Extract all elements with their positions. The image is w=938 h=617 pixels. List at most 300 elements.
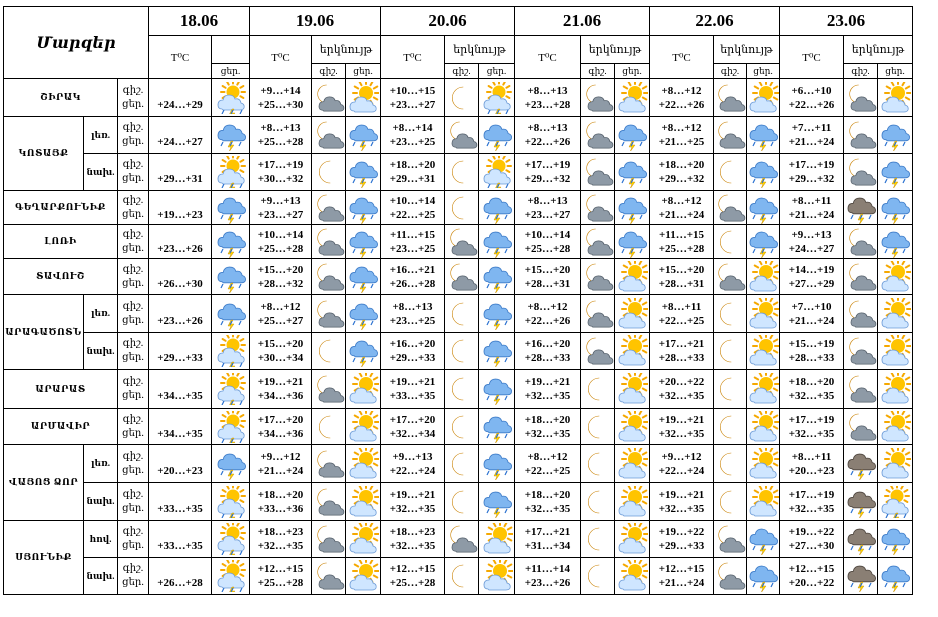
time-label — [118, 117, 149, 154]
night-icon-cell — [312, 445, 346, 483]
temp-day: +24…+27 — [157, 136, 203, 148]
day-icon-cell — [346, 409, 381, 445]
time-label-day: ցեր. — [122, 173, 144, 184]
storm-cloud-icon — [747, 119, 779, 151]
night-icon-cell — [844, 259, 878, 295]
weather-icon-cell — [212, 445, 250, 483]
sun-cloud-icon — [481, 523, 513, 555]
night-icon-cell — [581, 521, 615, 558]
temp-range — [515, 445, 581, 483]
weather-icon-cell — [212, 154, 250, 191]
temp-header: T⁰C — [149, 36, 212, 79]
moon-cloud-icon — [313, 373, 345, 405]
sun-cloud-icon — [616, 298, 648, 330]
temp-range-day: +29…+32 — [658, 173, 705, 185]
temp-range-day: +28…+31 — [658, 277, 705, 290]
temp-range — [780, 117, 844, 154]
day-icon-cell — [747, 225, 780, 259]
storm-cloud-icon — [879, 523, 911, 555]
temp-range — [515, 558, 581, 595]
temp-range — [650, 79, 714, 117]
temp-range-night: +17…+19 — [788, 488, 835, 501]
temp-range — [650, 445, 714, 483]
storm-cloud-icon — [347, 298, 379, 330]
temp-range-day: +21…+24 — [788, 208, 835, 221]
day-icon-cell — [346, 521, 381, 558]
region-name: ՎԱՅՈՑ ՁՈՐ — [4, 445, 84, 521]
temp-range-day: +22…+26 — [788, 98, 835, 111]
sun-cloud-icon — [879, 411, 911, 443]
sun-cloud-icon — [616, 523, 648, 555]
day-icon-cell — [747, 79, 780, 117]
storm-cloud-icon — [879, 226, 911, 258]
temp-range-night: +16…+21 — [389, 263, 436, 276]
day-icon-cell — [878, 259, 913, 295]
moon-icon — [446, 156, 478, 188]
temp-range — [250, 191, 312, 225]
day-icon-cell — [878, 483, 913, 521]
table-row — [4, 370, 913, 409]
temp-range — [250, 259, 312, 295]
temp-range-night: +19…+21 — [389, 488, 436, 501]
temp-range — [650, 295, 714, 333]
day-icon-cell — [346, 333, 381, 370]
night-icon-cell — [714, 409, 747, 445]
time-label-night: գիշ. — [122, 84, 144, 96]
sun-cloud-icon — [616, 560, 648, 592]
day-icon-cell — [878, 558, 913, 595]
day-icon-cell — [615, 79, 650, 117]
temp-range — [149, 225, 212, 259]
moon-icon — [714, 226, 746, 258]
temp-range-night: +15…+20 — [658, 263, 705, 276]
night-icon-cell — [445, 521, 479, 558]
temp-range-day: +23…+25 — [389, 314, 436, 327]
weather-icon-cell — [212, 370, 250, 409]
region-name: ՍՅՈՒՆԻՔ — [4, 521, 84, 595]
time-label — [118, 483, 149, 521]
temp-range-night: +19…+22 — [658, 526, 705, 538]
temp-range-night: +15…+20 — [524, 263, 571, 276]
sun-cloud-icon — [616, 82, 648, 114]
moon-cloud-icon — [313, 226, 345, 258]
temp-header: T⁰C — [381, 36, 445, 79]
night-icon-cell — [581, 333, 615, 370]
region-name: ԱՐԱՐԱՏ — [4, 370, 118, 409]
night-subheader: գիշ. — [445, 64, 479, 79]
sun-cloud-icon — [747, 335, 779, 367]
temp-range — [515, 79, 581, 117]
day-icon-cell — [479, 558, 515, 595]
sky-header: երկնույթ — [581, 36, 650, 64]
table-row — [4, 154, 913, 191]
temp-range-day: +29…+33 — [658, 540, 705, 552]
temp-range-day: +28…+33 — [524, 352, 571, 364]
temp-day: +29…+33 — [157, 352, 203, 364]
night-icon-cell — [445, 295, 479, 333]
day-subheader: ցեր. — [212, 64, 250, 79]
sky-header-blank — [212, 36, 250, 64]
temp-range-night: +8…+13 — [260, 122, 301, 134]
day-icon-cell — [747, 259, 780, 295]
temp-range-night: +12…+15 — [389, 563, 436, 575]
temp-range — [149, 445, 212, 483]
moon-icon — [582, 411, 614, 443]
storm-cloud-icon — [879, 119, 911, 151]
temp-range-night: +8…+13 — [392, 300, 433, 313]
temp-range — [149, 259, 212, 295]
temp-day: +29…+31 — [157, 173, 203, 185]
day-icon-cell — [479, 370, 515, 409]
moon-cloud-icon — [582, 226, 614, 258]
region-name: ՏԱՎՈՒՇ — [4, 259, 118, 295]
temp-range — [650, 225, 714, 259]
night-icon-cell — [445, 370, 479, 409]
temp-range-night: +15…+20 — [257, 338, 304, 350]
storm-cloud-icon — [481, 335, 513, 367]
moon-icon — [446, 411, 478, 443]
temp-range-night: +9…+13 — [392, 450, 433, 463]
temp-day: +26…+30 — [157, 277, 203, 290]
night-icon-cell — [844, 79, 878, 117]
temp-range-night: +9…+12 — [661, 450, 702, 463]
region-zone: նախ. — [84, 154, 118, 191]
weather-icon-cell — [212, 117, 250, 154]
weather-icon-cell — [212, 79, 250, 117]
temp-range — [515, 483, 581, 521]
sun-storm-cloud-icon — [481, 156, 513, 188]
temp-range — [650, 117, 714, 154]
day-icon-cell — [747, 521, 780, 558]
time-label — [118, 333, 149, 370]
temp-range — [780, 333, 844, 370]
temp-range-night: +8…+13 — [527, 122, 568, 134]
day-icon-cell — [479, 259, 515, 295]
day-icon-cell — [747, 154, 780, 191]
temp-range-day: +22…+25 — [389, 208, 436, 221]
temp-range — [780, 225, 844, 259]
day-icon-cell — [479, 409, 515, 445]
moon-icon — [446, 448, 478, 480]
temp-range-night: +20…+22 — [658, 376, 705, 388]
sun-storm-cloud-icon — [215, 373, 247, 405]
night-icon-cell — [714, 154, 747, 191]
table-row — [4, 117, 913, 154]
moon-icon — [714, 486, 746, 518]
day-icon-cell — [878, 409, 913, 445]
night-icon-cell — [312, 295, 346, 333]
time-label — [118, 295, 149, 333]
day-icon-cell — [615, 483, 650, 521]
temp-range-day: +30…+34 — [257, 352, 304, 364]
night-icon-cell — [312, 483, 346, 521]
temp-range — [250, 117, 312, 154]
moon-cloud-icon — [313, 119, 345, 151]
region-zone: հով. — [84, 521, 118, 558]
day-subheader: ցեր. — [747, 64, 780, 79]
moon-icon — [714, 411, 746, 443]
time-label-day: ցեր. — [122, 390, 144, 401]
time-label-day: ցեր. — [122, 136, 144, 147]
temp-range-day: +25…+30 — [257, 98, 304, 111]
temp-range — [149, 483, 212, 521]
temp-range — [515, 259, 581, 295]
temp-range-night: +7…+10 — [791, 300, 832, 313]
time-label-night: գիշ. — [122, 300, 144, 312]
moon-cloud-icon — [582, 335, 614, 367]
temp-range-night: +17…+19 — [788, 159, 835, 171]
temp-range — [381, 154, 445, 191]
storm-cloud-icon — [215, 261, 247, 293]
time-label-night: գիշ. — [122, 338, 144, 349]
temp-range-day: +28…+31 — [524, 277, 571, 290]
night-icon-cell — [581, 409, 615, 445]
night-icon-cell — [581, 225, 615, 259]
temp-range-day: +34…+36 — [257, 390, 304, 402]
temp-range-night: +19…+21 — [658, 488, 705, 501]
storm-cloud-icon — [347, 156, 379, 188]
day-icon-cell — [878, 521, 913, 558]
moon-cloud-icon — [845, 335, 877, 367]
temp-day: +23…+26 — [157, 314, 203, 327]
temp-range-night: +11…+14 — [525, 563, 570, 575]
time-label — [118, 445, 149, 483]
sun-storm-cloud-icon — [215, 523, 247, 555]
storm-cloud-icon — [481, 226, 513, 258]
moon-cloud-icon — [714, 82, 746, 114]
temp-range — [250, 409, 312, 445]
temp-day: +19…+23 — [157, 208, 203, 221]
storm-cloud-icon — [747, 192, 779, 224]
temp-range — [250, 154, 312, 191]
day-icon-cell — [615, 259, 650, 295]
time-label-day: ցեր. — [122, 464, 144, 476]
temp-range-day: +21…+24 — [257, 464, 304, 477]
night-icon-cell — [445, 558, 479, 595]
sky-header: երկնույթ — [445, 36, 515, 64]
temp-range — [250, 445, 312, 483]
sun-storm-cloud-icon — [215, 560, 247, 592]
region-name: ԱՐՄԱՎԻՐ — [4, 409, 118, 445]
moon-icon — [446, 298, 478, 330]
night-icon-cell — [581, 370, 615, 409]
moon-cloud-icon — [446, 523, 478, 555]
night-icon-cell — [445, 225, 479, 259]
time-label — [118, 558, 149, 595]
table-row — [4, 409, 913, 445]
temp-range — [780, 409, 844, 445]
day-subheader: ցեր. — [878, 64, 913, 79]
temp-range-day: +21…+25 — [658, 136, 705, 148]
temp-range — [780, 370, 844, 409]
day-icon-cell — [747, 370, 780, 409]
day-icon-cell — [747, 333, 780, 370]
night-icon-cell — [844, 225, 878, 259]
temp-range — [780, 259, 844, 295]
time-label-day: ցեր. — [122, 352, 144, 363]
day-icon-cell — [479, 117, 515, 154]
time-label-night: գիշ. — [122, 563, 144, 574]
region-zone: նախ. — [84, 558, 118, 595]
moon-cloud-icon — [313, 523, 345, 555]
weather-icon-cell — [212, 558, 250, 595]
temp-range — [650, 558, 714, 595]
temp-range-day: +33…+35 — [389, 390, 436, 402]
temp-range — [149, 191, 212, 225]
night-icon-cell — [844, 558, 878, 595]
moon-icon — [714, 156, 746, 188]
night-icon-cell — [714, 521, 747, 558]
temp-range-day: +22…+26 — [658, 98, 705, 111]
night-icon-cell — [312, 370, 346, 409]
moon-icon — [446, 373, 478, 405]
sun-storm-cloud-icon — [481, 82, 513, 114]
temp-range-night: +10…+14 — [257, 228, 304, 241]
moon-cloud-icon — [313, 560, 345, 592]
temp-range — [780, 558, 844, 595]
night-icon-cell — [714, 370, 747, 409]
moon-cloud-icon — [714, 523, 746, 555]
temp-range-day: +20…+23 — [788, 464, 835, 477]
temp-range — [149, 154, 212, 191]
temp-range-day: +32…+35 — [524, 390, 571, 402]
temp-range-night: +8…+11 — [661, 300, 702, 313]
temp-range-night: +11…+15 — [390, 228, 435, 241]
temp-range — [650, 409, 714, 445]
temp-range — [149, 117, 212, 154]
temp-range-day: +28…+32 — [257, 277, 304, 290]
temp-range-day: +23…+26 — [524, 577, 571, 589]
time-label-night: գիշ. — [122, 228, 144, 240]
day-icon-cell — [346, 295, 381, 333]
time-label — [118, 225, 149, 259]
day-icon-cell — [346, 259, 381, 295]
temp-range-night: +9…+13 — [260, 194, 301, 207]
sun-cloud-icon — [616, 373, 648, 405]
day-icon-cell — [878, 445, 913, 483]
time-label-night: գիշ. — [122, 413, 144, 425]
day-icon-cell — [615, 295, 650, 333]
time-label-night: գիշ. — [122, 122, 144, 133]
time-label-night: գիշ. — [122, 159, 144, 170]
sun-cloud-icon — [616, 486, 648, 518]
night-icon-cell — [714, 483, 747, 521]
temp-range-day: +24…+27 — [788, 242, 835, 255]
day-icon-cell — [878, 295, 913, 333]
temp-range-day: +22…+25 — [524, 464, 571, 477]
region-name: ԱՐԱԳԱԾՈՏՆ — [4, 295, 84, 370]
temp-range — [381, 409, 445, 445]
storm-cloud-icon — [616, 192, 648, 224]
temp-day: +20…+23 — [157, 464, 203, 477]
region-name: ՇԻՐԱԿ — [4, 79, 118, 117]
temp-range — [149, 370, 212, 409]
time-label — [118, 191, 149, 225]
weather-icon-cell — [212, 483, 250, 521]
temp-range-night: +17…+20 — [389, 413, 436, 426]
time-label-night: գիշ. — [122, 194, 144, 206]
day-icon-cell — [346, 154, 381, 191]
moon-cloud-icon — [446, 226, 478, 258]
sun-cloud-icon — [747, 298, 779, 330]
night-subheader: գիշ. — [581, 64, 615, 79]
night-icon-cell — [312, 521, 346, 558]
region-zone: նախ. — [84, 333, 118, 370]
night-icon-cell — [581, 483, 615, 521]
temp-range-day: +32…+34 — [389, 427, 436, 440]
temp-day: +24…+29 — [157, 98, 203, 111]
sun-cloud-icon — [879, 261, 911, 293]
night-icon-cell — [312, 225, 346, 259]
temp-range-day: +32…+35 — [658, 390, 705, 402]
temp-range-night: +8…+12 — [661, 84, 702, 97]
storm-cloud-icon — [481, 298, 513, 330]
temp-range-night: +18…+20 — [658, 159, 705, 171]
table-row — [4, 79, 913, 117]
temp-range-night: +17…+19 — [257, 159, 304, 171]
time-label-night: գիշ. — [122, 263, 144, 275]
temp-day: +33…+35 — [157, 502, 203, 515]
moon-cloud-icon — [582, 298, 614, 330]
table-row — [4, 333, 913, 370]
moon-cloud-icon — [714, 192, 746, 224]
day-icon-cell — [878, 191, 913, 225]
temp-range — [381, 445, 445, 483]
night-icon-cell — [445, 154, 479, 191]
region-zone: լեռ. — [84, 117, 118, 154]
temp-range-night: +9…+14 — [260, 84, 301, 97]
temp-range-day: +23…+27 — [389, 98, 436, 111]
night-subheader: գիշ. — [714, 64, 747, 79]
temp-range — [381, 225, 445, 259]
night-icon-cell — [312, 191, 346, 225]
moon-icon — [446, 335, 478, 367]
moon-cloud-icon — [845, 261, 877, 293]
temp-range-day: +23…+27 — [257, 208, 304, 221]
night-icon-cell — [445, 79, 479, 117]
sun-cloud-icon — [747, 82, 779, 114]
day-icon-cell — [878, 79, 913, 117]
region-header: Մարզեր — [4, 7, 149, 79]
time-label-day: ցեր. — [122, 540, 144, 551]
sun-cloud-icon — [347, 523, 379, 555]
day-icon-cell — [878, 154, 913, 191]
temp-range — [650, 483, 714, 521]
sun-storm-cloud-icon — [215, 156, 247, 188]
day-icon-cell — [479, 154, 515, 191]
temp-range-night: +9…+12 — [260, 450, 301, 463]
day-icon-cell — [346, 191, 381, 225]
day-icon-cell — [747, 409, 780, 445]
temp-range-night: +18…+23 — [257, 526, 304, 538]
temp-range — [381, 79, 445, 117]
temp-range-day: +20…+22 — [788, 577, 835, 589]
weather-icon-cell — [212, 521, 250, 558]
temp-range — [149, 79, 212, 117]
temp-day: +33…+35 — [157, 540, 203, 552]
temp-range-day: +25…+28 — [524, 242, 571, 255]
sun-storm-cloud-icon — [215, 486, 247, 518]
date-header: 20.06 — [381, 7, 515, 36]
region-zone: լեռ. — [84, 445, 118, 483]
temp-range — [780, 295, 844, 333]
night-icon-cell — [714, 295, 747, 333]
storm-cloud-icon — [481, 411, 513, 443]
moon-cloud-icon — [582, 82, 614, 114]
temp-range-night: +10…+14 — [524, 228, 571, 241]
night-icon-cell — [844, 295, 878, 333]
moon-cloud-icon — [845, 226, 877, 258]
